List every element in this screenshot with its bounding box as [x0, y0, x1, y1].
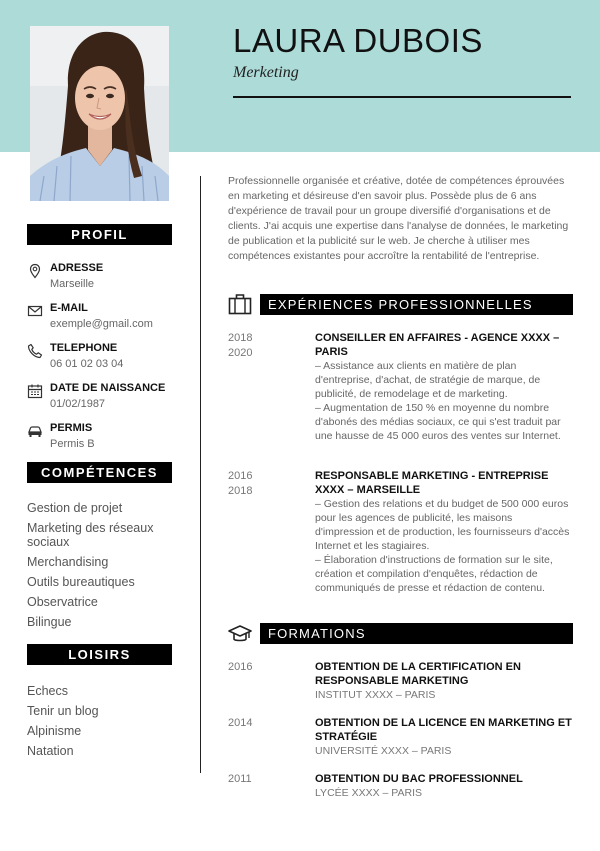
contact-label: TELEPHONE	[50, 342, 118, 354]
profile-heading: PROFIL	[27, 224, 172, 245]
briefcase-icon	[228, 293, 252, 315]
experience-entry	[228, 469, 573, 594]
education-body	[315, 772, 573, 800]
education-heading: FORMATIONS	[260, 623, 573, 644]
education-school: INSTITUT XXXX – PARIS	[315, 689, 436, 701]
profile-photo	[30, 26, 169, 201]
experience-years	[228, 469, 252, 499]
contact-label: PERMIS	[50, 422, 93, 434]
hobby-item: Alpinisme	[27, 724, 82, 738]
education-year: 2014	[228, 717, 253, 729]
education-year: 2016	[228, 661, 253, 673]
education-entry	[228, 772, 573, 802]
profile-summary: Professionnelle organisée et créative, dotée de compétences éprouvées en marketing et désireuse d'en savoir plus. Possède plus de 6 ans d'expérience de travail pour un groupe diversifié d'organisations et de clients. J'ai acquis une expertise dans l'analyse de données, le marketing de publication et la publicité sur le web. Je cherche à utiliser mes compétences existantes pour accroître la rentabilité de l'entreprise.	[228, 175, 569, 262]
candidate-name: LAURA DUBOIS	[233, 22, 483, 59]
skill-item: Marketing des réseaux sociaux	[27, 521, 154, 549]
graduation-cap-icon	[228, 623, 252, 645]
portrait-image	[30, 26, 169, 201]
experience-title: RESPONSABLE MARKETING - ENTREPRISE XXXX – MARSEILLE	[315, 470, 549, 496]
skill-item: Merchandising	[27, 555, 109, 569]
hobbies-list	[27, 684, 187, 758]
skill-item: Bilingue	[27, 615, 72, 629]
education-body	[315, 660, 573, 702]
location-pin-icon	[27, 263, 43, 279]
experience-years	[228, 331, 252, 361]
education-year: 2011	[228, 773, 252, 785]
hobby-item: Tenir un blog	[27, 704, 99, 718]
education-title: OBTENTION DU BAC PROFESSIONNEL	[315, 773, 523, 785]
education-school: LYCÉE XXXX – PARIS	[315, 787, 422, 799]
envelope-icon	[27, 303, 43, 319]
car-icon	[27, 423, 43, 439]
hobbies-heading: LOISIRS	[27, 644, 172, 665]
experience-body	[315, 331, 573, 443]
job-title: Merketing	[233, 64, 299, 81]
skill-item: Gestion de projet	[27, 501, 123, 515]
contact-license	[27, 422, 192, 452]
hobby-item: Echecs	[27, 684, 68, 698]
skills-heading: COMPÉTENCES	[27, 462, 172, 483]
education-entry	[228, 660, 573, 704]
contact-email	[27, 302, 192, 332]
contact-address	[27, 262, 192, 292]
experience-body	[315, 469, 573, 595]
skill-item: Outils bureautiques	[27, 575, 135, 589]
contact-value: Permis B	[50, 438, 95, 450]
contact-label: DATE DE NAISSANCE	[50, 382, 166, 394]
column-divider	[200, 176, 201, 773]
contact-value: 01/02/1987	[50, 398, 106, 410]
skills-list	[27, 501, 187, 629]
experience-description: – Gestion des relations et du budget de 500 000 euros pour les agences de publicité, les maisons d'impression et de production, les fournisseurs d'accès Internet et les stagiaires. – Élaboration d'instructions de formation sur le site, création et compilation d'enquêtes, rédaction de communiqués de presse et rédaction de contenu.	[315, 498, 570, 594]
name-divider	[233, 96, 571, 98]
calendar-icon	[27, 383, 43, 399]
year-start: 2016	[228, 470, 253, 482]
experience-entry	[228, 331, 573, 456]
education-entry	[228, 716, 573, 760]
year-end: 2020	[228, 347, 253, 359]
contact-label: ADRESSE	[50, 262, 104, 274]
year-start: 2018	[228, 332, 253, 344]
education-body	[315, 716, 573, 758]
contact-value: exemple@gmail.com	[50, 318, 153, 330]
contact-value: Marseille	[50, 278, 95, 290]
education-title: OBTENTION DE LA LICENCE EN MARKETING ET STRATÉGIE	[315, 717, 572, 743]
education-title: OBTENTION DE LA CERTIFICATION EN RESPONSABLE MARKETING	[315, 661, 521, 687]
contact-value: 06 01 02 03 04	[50, 358, 124, 370]
phone-icon	[27, 343, 43, 359]
contact-birthdate	[27, 382, 192, 412]
experience-description: – Assistance aux clients en matière de plan d'entreprise, d'achat, de stratégie de marque, de publicité, de remodelage et de marketing. – Augmentation de 150 % en moyenne du nombre d'abonés des médias sociaux, ce qui s'est traduit par une hausse de 45 000 euros des ventes sur Internet.	[315, 360, 561, 442]
experience-heading: EXPÉRIENCES PROFESSIONNELLES	[260, 294, 573, 315]
skill-item: Observatrice	[27, 595, 98, 609]
year-end: 2018	[228, 485, 253, 497]
experience-title: CONSEILLER EN AFFAIRES - AGENCE XXXX – PARIS	[315, 332, 560, 358]
education-school: UNIVERSITÉ XXXX – PARIS	[315, 745, 452, 757]
contact-phone	[27, 342, 192, 372]
hobby-item: Natation	[27, 744, 74, 758]
contact-label: E-MAIL	[50, 302, 88, 314]
